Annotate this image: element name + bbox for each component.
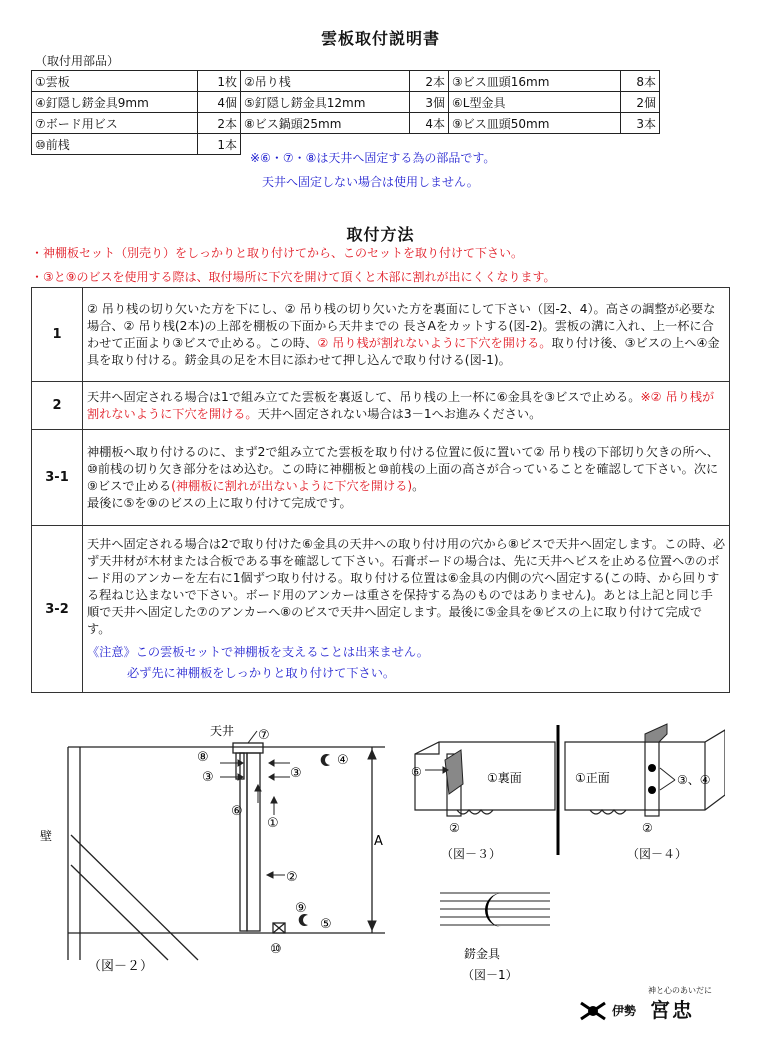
fitting-label: 錺金具 [464,947,501,961]
figure-1-caption: （図－1） [462,968,518,982]
bracket-line [71,835,198,960]
part-qty: 2本 [198,113,241,134]
part-qty: 1枚 [198,71,241,92]
brand-name: 宮忠 [650,998,694,1022]
label-1: ① [267,816,279,831]
label-8: ⑧ [197,750,209,765]
step-row-2 [32,382,730,430]
step-number: 3-1 [32,430,83,526]
step-caution-2: 必ず先に神棚板をしっかりと取り付けて下さい。 [127,666,396,680]
l-bracket-icon [445,750,463,794]
label-2: ② [449,821,460,835]
part-qty: 8本 [621,71,660,92]
figure-2 [30,715,410,985]
part-name: ③ビス皿頭16mm [449,71,621,92]
label-2: ② [286,870,298,885]
pre-note-1: ・神棚板セット（別売り）をしっかりと取り付けてから、このセットを取り付けて下さい。 [31,246,524,260]
part-name: ⑧ビス鍋頭25mm [241,113,410,134]
step-text [83,526,730,693]
step-row-1 [32,288,730,382]
figure-3-caption: （図－３） [441,847,502,861]
step-number: 3-2 [32,526,83,693]
kumoita-panel [247,753,260,931]
part-name: ④釘隠し錺金具9mm [32,92,198,113]
step-text-part: 。 [412,478,425,493]
step-row-3-2 [32,526,730,693]
l-bracket-icon [645,724,667,742]
brand-region: 伊勢 [612,1004,637,1018]
part-name: ⑦ボード用ビス [32,113,198,134]
step-warning: ② 吊り桟が割れないように下穴を開ける。 [317,335,552,350]
figure-2-caption: （図－２） [88,959,154,974]
part-qty: 3本 [621,113,660,134]
part-name: ⑩前桟 [32,134,198,155]
step-text-part: 天井へ固定される場合は1で組み立てた雲板を裏返して、吊り桟の上一杯に⑥金具を③ビスで止める。 [87,389,641,404]
page-title: 雲板取付説明書 [320,29,440,48]
step-text-part: 天井へ固定されない場合は3－1へお進みください。 [257,406,542,421]
label-7: ⑦ [258,728,270,743]
part-name: ⑥L型金具 [449,92,621,113]
label-4: ④ [337,753,349,768]
wall-label: 壁 [40,829,53,843]
step-warning: (神棚板に割れが出ないように下穴を開ける) [171,478,413,493]
kumoita-back [415,742,555,810]
part-qty: 4本 [410,113,449,134]
label-2: ② [642,821,653,835]
step-text [83,382,730,430]
part-qty: 2本 [410,71,449,92]
label-6: ⑥ [231,804,243,819]
parts-table [31,70,660,155]
label-5: ⑤ [320,917,332,932]
ceiling-label: 天井 [210,724,235,738]
label-3a: ③ [202,770,214,785]
part-qty: 1本 [198,134,241,155]
step-text-part: 最後に⑤を⑨のビスの上に取り付けて完成です。 [87,495,352,510]
steps-table [31,287,730,693]
screw-hole [648,764,656,772]
dimension-a-label: A [374,834,383,849]
part-qty: 2個 [621,92,660,113]
crescent-icon [485,893,502,927]
label-3b: ③ [290,766,302,781]
figure-4-caption: （図－４） [627,847,688,861]
part-name: ⑨ビス皿頭50mm [449,113,621,134]
label-6: ⑥ [411,765,422,779]
parts-note-1: ※⑥・⑦・⑧は天井へ固定する為の部品です。 [250,151,496,165]
label-9: ⑨ [295,901,307,916]
table-row [32,92,660,113]
step-caution-1: 《注意》この雲板セットで神棚板を支えることは出来ません。 [87,645,429,659]
part-name: ②吊り桟 [241,71,410,92]
step-warning: ※② 吊り桟が割れないように下穴を開ける。 [87,389,715,421]
crescent-icon [321,754,330,766]
step-row-3-1 [32,430,730,526]
step-text-part: 神棚板へ取り付けるのに、まず2で組み立てた雲板を取り付ける位置に仮に置いて② 吊り桟の下部切り欠きの所へ、⑩前桟の切り欠き部分をはめ込む。この時に神棚板と⑩前桟の上面の高さが合っていることを確認して下さい。次に⑨ビスで止める [87,444,719,493]
label-10: ⑩ [270,942,282,957]
table-row [32,71,660,92]
brand-logo-icon [578,995,608,1025]
part-name: ⑤釘隠し錺金具12mm [241,92,410,113]
tsuri-san-fig4 [645,742,659,816]
part-qty: 4個 [198,92,241,113]
method-title: 取付方法 [346,225,415,244]
figure-1 [440,885,560,985]
tsuri-san-left [240,753,247,931]
step-number: 2 [32,382,83,430]
step-text-part: 天井へ固定される場合は2で取り付けた⑥金具の天井への取り付け用の穴から⑧ビスで天井へ固定します。この時、必ず天井材が木材または合板である事を確認して下さい。石膏ボードの場合は、先に天井へビスを止める位置へ⑦のボード用のアンカーを左右に1個ずつ取り付ける。取り付ける位置は⑥金具の内側の穴へ固定する(この時、から回りする程ねじ込まないで下さい。ボード用のアンカーは重さを保持する為のものではありません)。あとは上記と同じ手順で天井へ固定した⑦のアンカーへ⑧のビスで天井へ固定します。最後に⑤金具を⑨ビスの上に取り付けて完成です。 [87,537,726,636]
part-qty: 3個 [410,92,449,113]
brand-tagline: 神と心のあいだに [648,986,712,995]
back-label: ①裏面 [487,771,522,785]
parts-label: （取付用部品） [35,54,120,68]
figure-3-4 [405,720,725,870]
pre-note-2: ・③と⑨のビスを使用する際は、取付場所に下穴を開けて頂くと木部に割れが出にくくなります。 [31,270,556,284]
step-text [83,430,730,526]
step-text [83,288,730,382]
step-text-part: 取り付け後、③ビスの上へ④金具を取り付ける。錺金具の足を木目に添わせて押し込んで取り付ける(図-1)。 [87,335,720,367]
label-3-4: ③、④ [677,773,711,787]
parts-note-2: 天井へ固定しない場合は使用しません。 [262,175,479,189]
screw-hole [648,786,656,794]
part-name: ①雲板 [32,71,198,92]
step-number: 1 [32,288,83,382]
front-label: ①正面 [575,771,610,785]
table-row [32,113,660,134]
step-text-part: ② 吊り桟の切り欠いた方を下にし、② 吊り桟の切り欠いた方を裏面にして下さい（図-2、4）。高さの調整が必要な場合、② 吊り桟(2本)の上部を棚板の下面から天井までの 長さAをカットする(図-2)。雲板の溝に入れ、上一杯に合わせて正面より③ビスで止める。この時、 [87,301,716,350]
